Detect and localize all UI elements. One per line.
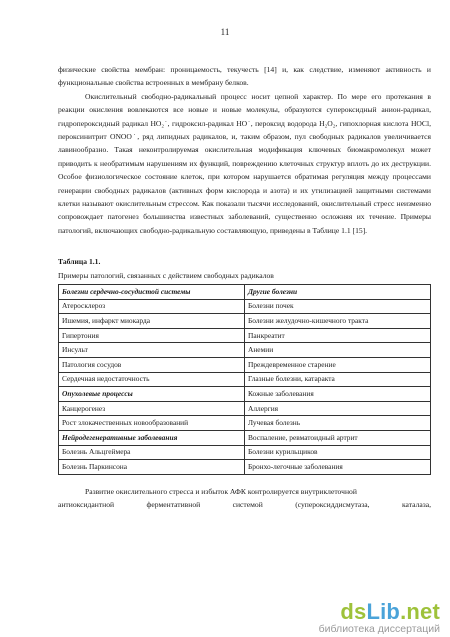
last-line-word: системой [232, 500, 263, 510]
paragraph-3: Развитие окислительного стресса и избыток АФК контролируется внутриклеточной [85, 486, 357, 496]
table-row [59, 314, 431, 329]
paragraph-2: Окислительный свободно-радикальный процесс носит цепной характер. По мере его протекания в реакции окисления вовлекаются все новые и новые молекулы, образуются супероксидный анион-радикал, гидропероксидный радикал HO₂˙, гидроксил-радикал HO˙, пероксид водорода H₂O₂, гипохлорная кислота HOCl, пероксинитрит ONOO˙, ряд липидных радикалов, и, таким образом, пул свободных радикалов увеличивается лавинообразно. Такая неконтролируемая окислительная модификация ключевых биомакромолекул может приводить к необратимым нарушениям их функций, повреждению клеточных структур вплоть до их деструкции. Особое физиологическое состояние клеток, при котором нарушается обратимая регуляция между процессами генерации свободных радикалов (активных форм кислорода и азота) и их утилизацией защитными системами клетки называют окислительным стрессом. Как показали тысячи исследований, окислительный стресс неизменно сопровождает патогенез большинства известных заболеваний, существенно осложняя их течение. Примеры патологий, включающих свободно-радикальную составляющую, приведены в Таблице 1.1 [15]. [58, 91, 431, 235]
page-content [58, 63, 431, 512]
table-cell-right: Болезни желудочно-кишечного тракта [245, 314, 431, 329]
table-cell-left: Атеросклероз [59, 299, 245, 314]
table-cell-right: Другие болезни [245, 285, 431, 300]
watermark-tagline: библиотека диссертаций [318, 623, 440, 635]
table-row [59, 343, 431, 358]
paragraph-3-last-line [58, 498, 431, 511]
table-cell-left: Нейродегенеративные заболевания [59, 431, 245, 446]
table-caption: Таблица 1.1. [58, 257, 101, 267]
table-row [59, 401, 431, 416]
table-cell-left: Инсульт [59, 343, 245, 358]
table-cell-left: Гипертония [59, 328, 245, 343]
table-row [59, 285, 431, 300]
last-line-word: антиоксидантной [58, 500, 115, 510]
last-line-word: ферментативной [146, 500, 201, 510]
paragraph-1: физические свойства мембран: проницаемость, текучесть [14] и, как следствие, изменяют активность и функциональные свойства встроенных в мембрану белков. [58, 65, 431, 88]
page-number: 11 [220, 27, 230, 37]
table-cell-left: Ишемия, инфаркт миокарда [59, 314, 245, 329]
table-cell-right: Глазные болезни, катаракта [245, 372, 431, 387]
table-cell-right: Кожные заболевания [245, 387, 431, 402]
table-cell-left: Рост злокачественных новообразований [59, 416, 245, 431]
table-cell-right: Преждевременное старение [245, 358, 431, 373]
table-cell-left: Болезнь Паркинсона [59, 460, 245, 475]
watermark-logo: dsLib.net [340, 599, 440, 624]
dslib-watermark [319, 601, 440, 635]
table-row [59, 358, 431, 373]
pathology-table [58, 284, 431, 475]
table-row [59, 299, 431, 314]
table-row [59, 445, 431, 460]
table-cell-right: Анемии [245, 343, 431, 358]
table-cell-left: Болезнь Альцгеймера [59, 445, 245, 460]
table-cell-right: Болезни почек [245, 299, 431, 314]
table-row [59, 431, 431, 446]
table-cell-right: Бронхо-легочные заболевания [245, 460, 431, 475]
table-cell-right: Панкреатит [245, 328, 431, 343]
table-cell-left: Болезни сердечно-сосудистой системы [59, 285, 245, 300]
table-cell-left: Сердечная недостаточность [59, 372, 245, 387]
table-subcaption: Примеры патологий, связанных с действием свободных радикалов [58, 270, 274, 280]
last-line-word: (супероксиддисмутаза, [295, 500, 370, 510]
table-row [59, 328, 431, 343]
table-row [59, 372, 431, 387]
table-cell-right: Болезни курильщиков [245, 445, 431, 460]
table-row [59, 416, 431, 431]
table-cell-left: Патология сосудов [59, 358, 245, 373]
table-row [59, 387, 431, 402]
last-line-word: каталаза, [401, 500, 431, 510]
table-cell-left: Опухолевые процессы [59, 387, 245, 402]
table-cell-right: Аллергия [245, 401, 431, 416]
table-cell-right: Лучевая болезнь [245, 416, 431, 431]
table-row [59, 460, 431, 475]
table-cell-left: Канцерогенез [59, 401, 245, 416]
table-cell-right: Воспаление, ревматоидный артрит [245, 431, 431, 446]
